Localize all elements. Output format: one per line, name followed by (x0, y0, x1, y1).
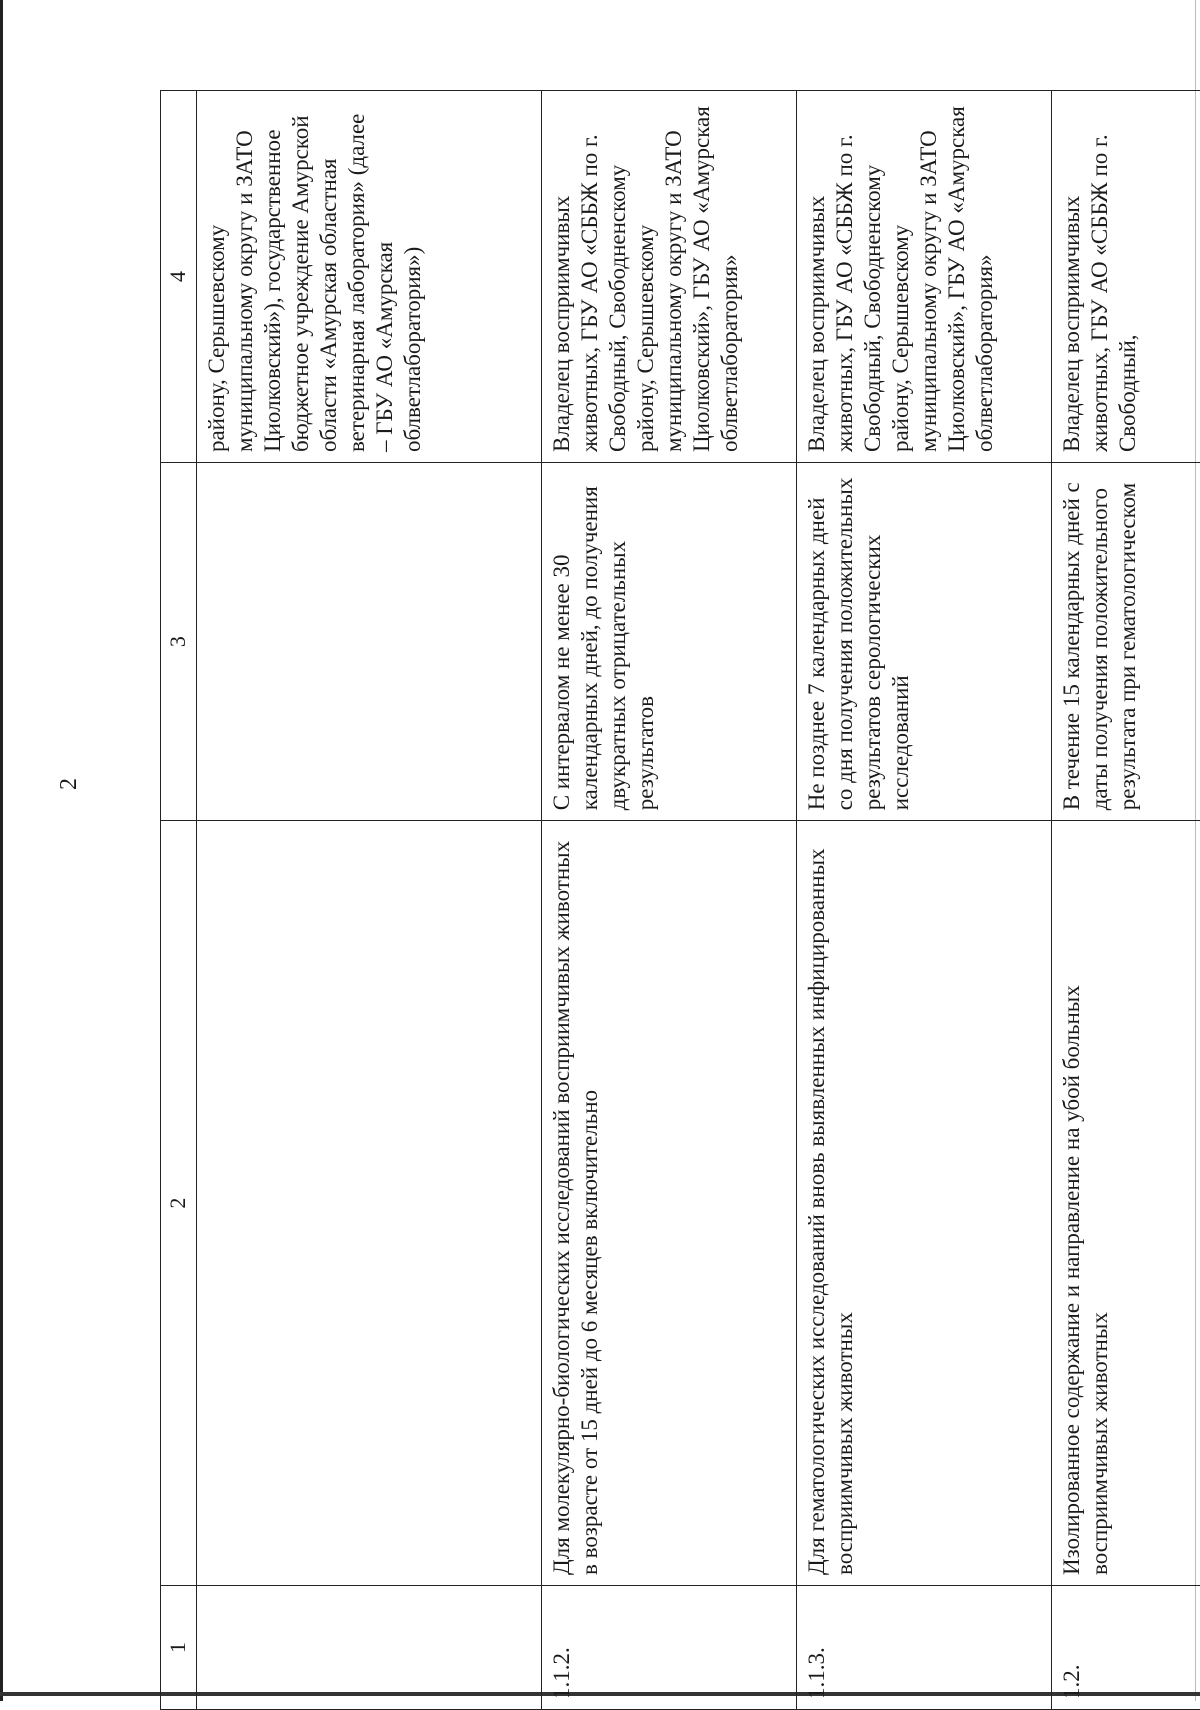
row-period: В течение 15 календарных дней с даты получения положительного результата при гематологическом (1052, 463, 1200, 821)
row-number: 1.1.3. (797, 1586, 1052, 1710)
table-row (197, 91, 542, 1710)
row-responsible: Владелец восприимчивых животных, ГБУ АО «СББЖ по г. Свободный, Свободненскому району, Серышевскому муниципальному округу и ЗАТО Циолковский», ГБУ АО «Амурская облветлаборатория» (542, 91, 797, 463)
table-row (542, 91, 797, 1710)
row-period: С интервалом не менее 30 календарных дней, до получения двукратных отрицательных результатов (542, 463, 797, 821)
header-col-2: 2 (161, 821, 197, 1586)
row-measure: Изолированное содержание и направление на убой больных восприимчивых животных (1052, 821, 1200, 1586)
row-measure: Для молекулярно-биологических исследований восприимчивых животных в возрасте от 15 дней до 6 месяцев включительно (542, 821, 797, 1586)
row-period: Не позднее 7 календарных дней со дня получения положительных результатов серологических исследований (797, 463, 1052, 821)
header-col-3: 3 (161, 463, 197, 821)
scan-edge-left (0, 0, 3, 1701)
header-col-1: 1 (161, 1586, 197, 1710)
row-measure (197, 821, 542, 1586)
row-number: 1.1.2. (542, 1586, 797, 1710)
header-col-4: 4 (161, 91, 197, 463)
page-number: 2 (56, 778, 83, 790)
table-row (1052, 91, 1200, 1710)
row-period (197, 463, 542, 821)
row-responsible: району, Серышевскому муниципальному округу и ЗАТО Циолковский»), государственное бюджетное учреждение Амурской области «Амурская областная ветеринарная лаборатория» (далее – ГБУ АО «Амурская облветлаборатория») (197, 91, 542, 463)
row-responsible: Владелец восприимчивых животных, ГБУ АО «СББЖ по г. Свободный, (1052, 91, 1200, 463)
row-measure: Для гематологических исследований вновь выявленных инфицированных восприимчивых животных (797, 821, 1052, 1586)
measures-table (160, 90, 1200, 1710)
row-number: 1.2. (1052, 1586, 1200, 1710)
table-row (797, 91, 1052, 1710)
row-number (197, 1586, 542, 1710)
table-header-row (161, 91, 197, 1710)
rotated-table-sheet (160, 90, 1200, 1710)
row-responsible: Владелец восприимчивых животных, ГБУ АО «СББЖ по г. Свободный, Свободненскому району, Серышевскому муниципальному округу и ЗАТО Циолковский», ГБУ АО «Амурская облветлаборатория» (797, 91, 1052, 463)
